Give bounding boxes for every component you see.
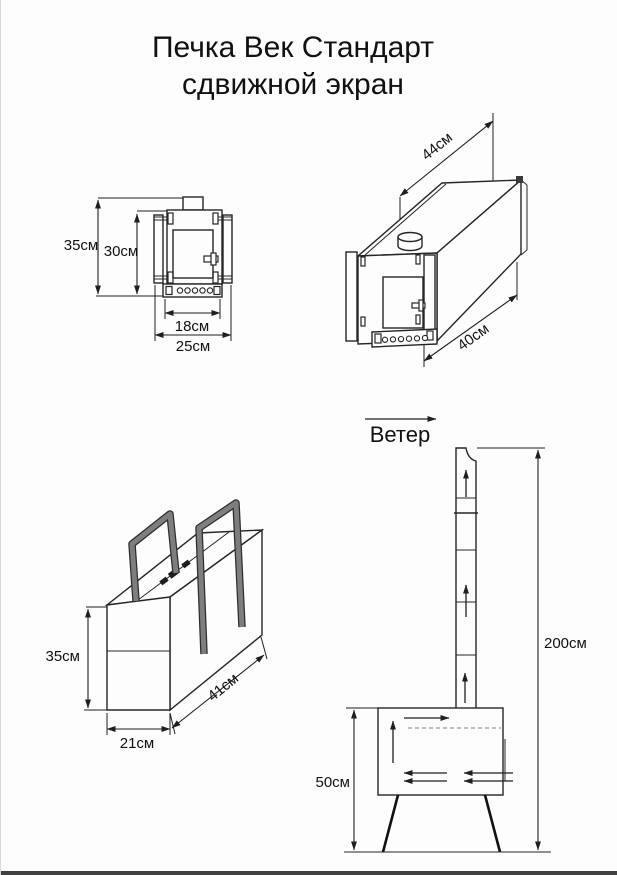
page-title-line1: Печка Век Стандарт [151, 31, 435, 64]
bag-front-face [107, 597, 170, 710]
front-chimney-stub [183, 197, 203, 210]
dim-label-height-total: 35см [63, 237, 99, 254]
isometric-view [346, 113, 527, 367]
vent-hole [390, 337, 395, 342]
vent-hole [185, 288, 190, 293]
dim-label-length-top: 44см [418, 129, 456, 164]
front-left-screen [154, 215, 163, 283]
dim-label-bag-length: 41см [204, 670, 242, 705]
front-clip-bottom-right [213, 272, 218, 283]
dim-label-bag-height: 35см [45, 648, 80, 665]
front-clip-bottom-left [168, 272, 173, 283]
vent-hole [414, 336, 419, 341]
iso-left-screen [346, 252, 357, 341]
front-clip-top-right [213, 213, 218, 224]
vent-hole [200, 288, 205, 293]
dim-label-length-bottom: 40см [454, 320, 493, 355]
side-stove-body [378, 708, 503, 795]
front-view [64, 197, 232, 355]
dim-label-chimney-height: 200см [544, 635, 587, 652]
stove-leg [485, 795, 500, 852]
page-title-line2: сдвижной экран [182, 68, 404, 101]
dim-label-height-body: 30см [103, 243, 139, 260]
left-edge-line [0, 0, 1, 875]
front-right-screen [223, 215, 232, 283]
iso-sleeve-clip [516, 176, 523, 183]
stove-leg [383, 795, 398, 852]
vent-hole [406, 336, 411, 341]
side-view [316, 419, 587, 852]
front-clip-top-left [168, 213, 173, 224]
vent-hole [382, 337, 387, 342]
vent-hole [422, 335, 427, 340]
dim-label-stove-height: 50см [315, 774, 350, 791]
bottom-edge-bar [0, 871, 617, 875]
iso-chimney-collar [398, 233, 422, 242]
dim-label-width-firebox: 18см [174, 318, 210, 335]
vent-hole [207, 288, 212, 293]
vent-hole [398, 337, 403, 342]
dim-label-width-total: 25см [175, 338, 211, 355]
bag-view [46, 503, 268, 752]
dim-label-bag-width: 21см [119, 735, 155, 752]
vent-hole [192, 288, 197, 293]
front-door-handle-pin [211, 253, 216, 265]
wind-label: Ветер [369, 422, 431, 447]
vent-hole [177, 288, 182, 293]
